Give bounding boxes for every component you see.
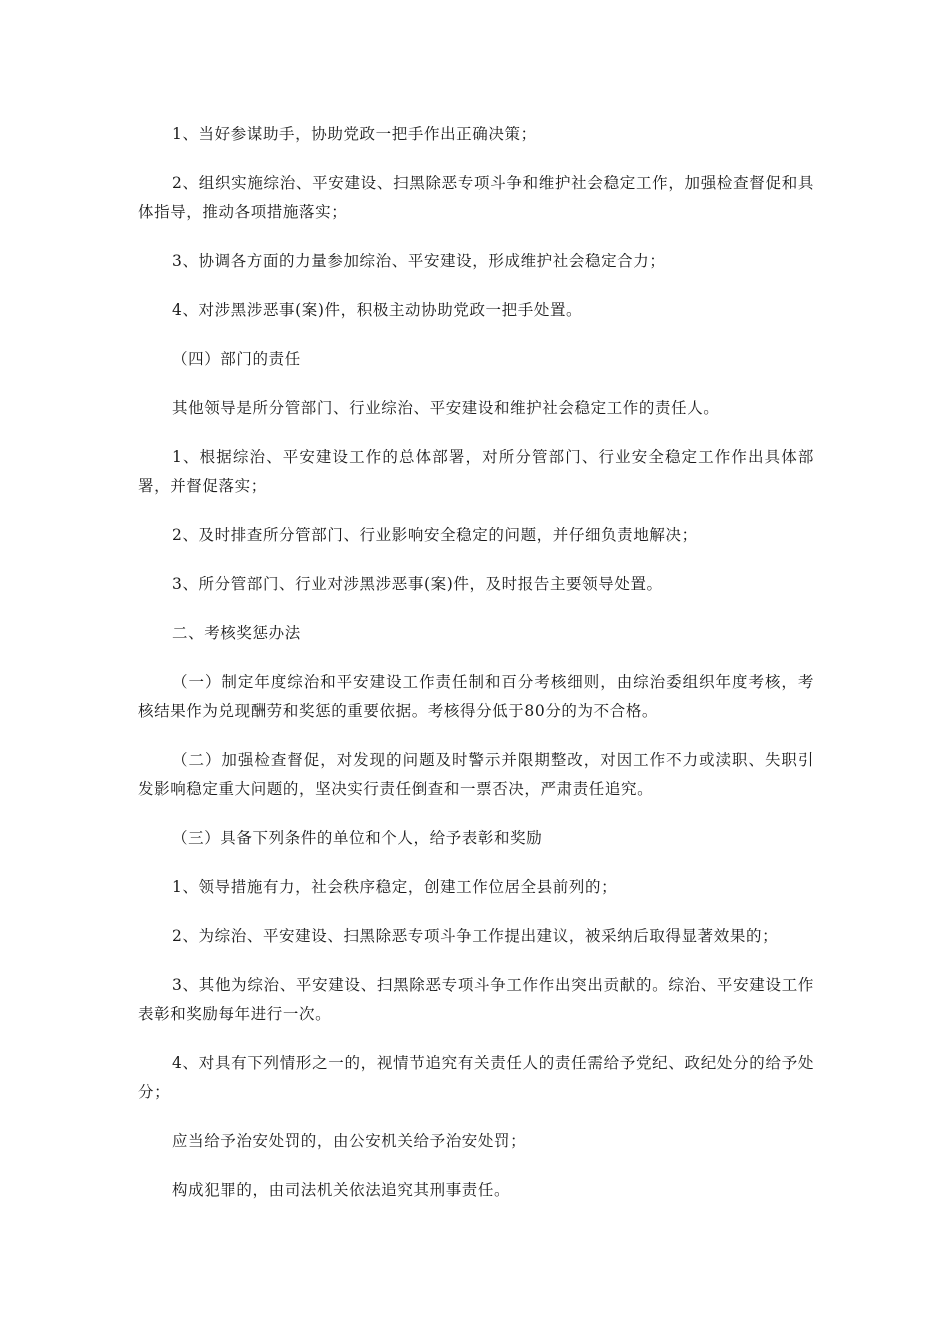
section-heading: 二、考核奖惩办法 xyxy=(172,624,301,642)
section-heading: （三）具备下列条件的单位和个人，给予表彰和奖励 xyxy=(172,829,543,847)
document-body xyxy=(138,120,814,1225)
paragraph: 1、根据综治、平安建设工作的总体部署，对所分管部门、行业安全稳定工作作出具体部署，并督促落实； xyxy=(138,448,814,495)
paragraph: 2、及时排查所分管部门、行业影响安全稳定的问题，并仔细负责地解决； xyxy=(172,526,698,544)
paragraph: （二）加强检查督促，对发现的问题及时警示并限期整改，对因工作不力或渎职、失职引发影响稳定重大问题的，坚决实行责任倒查和一票否决，严肃责任追究。 xyxy=(138,751,814,798)
paragraph: 3、协调各方面的力量参加综治、平安建设，形成维护社会稳定合力； xyxy=(172,252,666,270)
paragraph: 2、组织实施综治、平安建设、扫黑除恶专项斗争和维护社会稳定工作，加强检查督促和具体指导，推动各项措施落实； xyxy=(138,174,814,221)
paragraph: 4、对具有下列情形之一的，视情节追究有关责任人的责任需给予党纪、政纪处分的给予处分； xyxy=(138,1054,814,1101)
section-heading: （四）部门的责任 xyxy=(172,350,301,368)
paragraph: 其他领导是所分管部门、行业综治、平安建设和维护社会稳定工作的责任人。 xyxy=(172,399,720,417)
paragraph: 4、对涉黑涉恶事(案)件，积极主动协助党政一把手处置。 xyxy=(172,301,583,319)
paragraph: 应当给予治安处罚的，由公安机关给予治安处罚； xyxy=(172,1132,527,1150)
paragraph: 3、所分管部门、行业对涉黑涉恶事(案)件，及时报告主要领导处置。 xyxy=(172,575,663,593)
paragraph: 1、领导措施有力，社会秩序稳定，创建工作位居全县前列的； xyxy=(172,878,618,896)
paragraph: （一）制定年度综治和平安建设工作责任制和百分考核细则，由综治委组织年度考核，考核结果作为兑现酬劳和奖惩的重要依据。考核得分低于80分的为不合格。 xyxy=(138,673,814,720)
paragraph: 构成犯罪的，由司法机关依法追究其刑事责任。 xyxy=(172,1181,511,1199)
paragraph: 1、当好参谋助手，协助党政一把手作出正确决策； xyxy=(172,125,537,143)
paragraph: 2、为综治、平安建设、扫黑除恶专项斗争工作提出建议，被采纳后取得显著效果的； xyxy=(172,927,779,945)
paragraph: 3、其他为综治、平安建设、扫黑除恶专项斗争工作作出突出贡献的。综治、平安建设工作表彰和奖励每年进行一次。 xyxy=(138,976,814,1023)
